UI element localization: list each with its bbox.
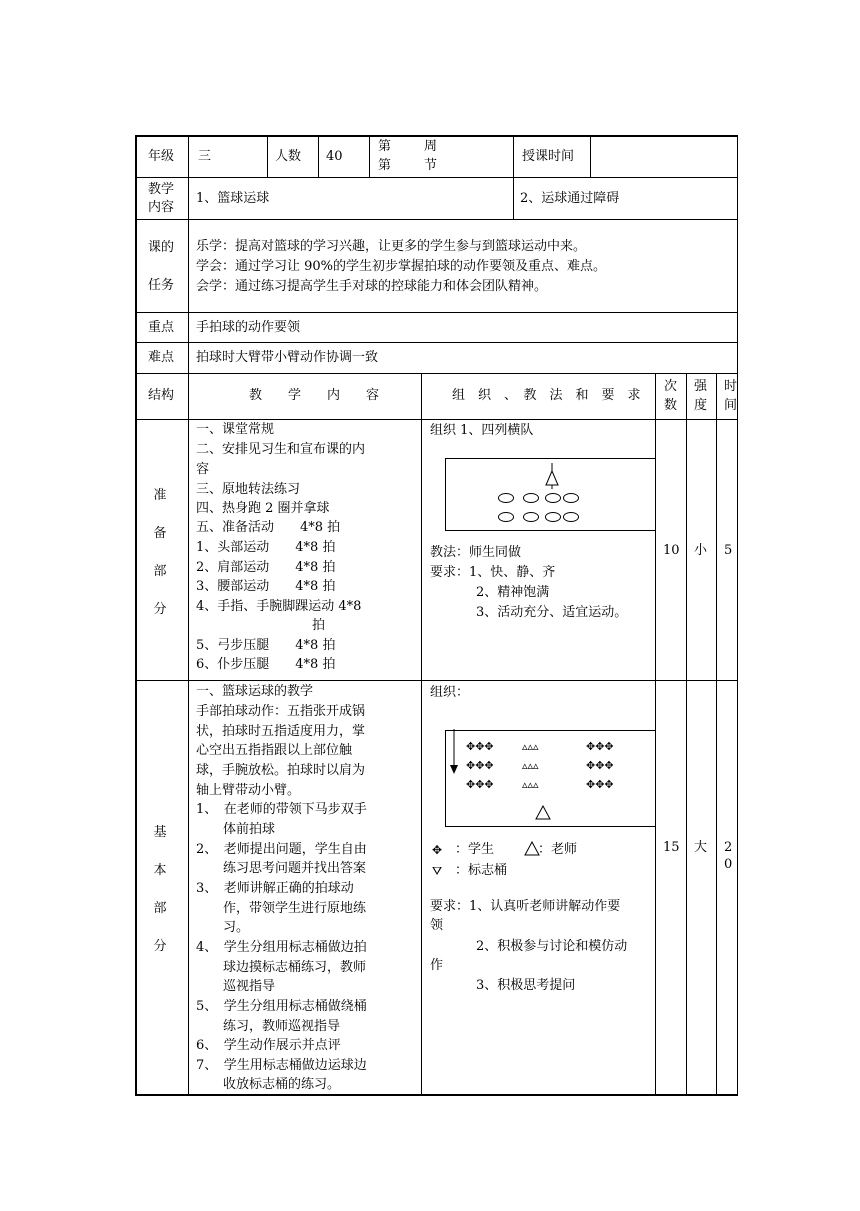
col-divider [513, 135, 514, 219]
basic-org-line: 3、积极思考提问 [476, 978, 576, 993]
difficulty-value: 拍球时大臂带小臂动作协调一致 [196, 350, 379, 365]
basic-label-char: 分 [153, 939, 167, 954]
basic-section-label [150, 814, 170, 966]
section-label-second: 节 [424, 158, 438, 173]
week-label-first: 第 [378, 139, 392, 154]
basic-org-line: 作 [430, 958, 444, 973]
basic-line: 练习，教师巡视指导 [223, 1019, 341, 1034]
col-divider [369, 135, 370, 177]
content-label-line1: 教学 [148, 182, 175, 197]
student-icon: ✥ [432, 843, 443, 857]
prep-line: 3、腰部运动 4*8 拍 [196, 579, 336, 594]
duration-header-line2: 间 [724, 398, 737, 413]
prep-line: 拍 [312, 618, 326, 633]
table-border-left [135, 135, 137, 1096]
prep-line: 二、安排见习生和宣布课的内 [196, 442, 366, 457]
row-divider [135, 312, 738, 313]
week-label-second: 周 [424, 139, 438, 154]
cone-marker-row: ▵▵▵ [522, 778, 539, 791]
legend-cone: ：标志桶 [455, 863, 508, 878]
content-label-line2: 内容 [148, 200, 175, 215]
basic-line: 手部拍球动作：五指张开成锅 [196, 704, 366, 719]
col-divider [318, 135, 319, 177]
basic-org-line: 2、积极参与讨论和模仿动 [476, 939, 628, 954]
task-line: 会学：通过练习提高学生手对球的控球能力和体会团队精神。 [196, 279, 548, 294]
basic-org-line: 领 [430, 918, 444, 933]
basic-line: 一、篮球运球的教学 [196, 684, 314, 699]
student-marker-row: ✥✥✥ [466, 740, 494, 753]
teacher-icon [544, 463, 560, 489]
basic-label-char: 本 [153, 863, 167, 878]
content-item-2: 2、运球通过障碍 [520, 191, 620, 206]
prep-line: 三、原地转法练习 [196, 482, 301, 497]
basic-line: 2、 老师提出问题，学生自由 [196, 842, 367, 857]
basic-times: 15 [663, 840, 680, 855]
col-divider [421, 373, 422, 1096]
student-marker-row: ✥✥✥ [586, 778, 614, 791]
count-value: 40 [326, 149, 343, 164]
student-marker-row: ✥✥✥ [586, 759, 614, 772]
table-border-bottom [135, 1094, 738, 1096]
organization-header: 组 织 、 教 法 和 要 求 [452, 388, 641, 403]
col-divider [686, 373, 687, 1096]
basic-line: 7、 学生用标志桶做边运球边 [196, 1058, 367, 1073]
basic-line: 5、 学生分组用标志桶做绕桶 [196, 999, 367, 1014]
col-divider [188, 373, 189, 1096]
key-point-value: 手拍球的动作要领 [196, 320, 301, 335]
student-oval [545, 512, 561, 522]
student-oval [498, 512, 514, 522]
times-header-line1: 次 [664, 379, 678, 394]
basic-intensity: 大 [694, 840, 708, 855]
basic-line: 巡视指导 [223, 979, 276, 994]
basic-line: 轴上臂带动小臂。 [196, 783, 301, 798]
prep-line: 五、准备活动 4*8 拍 [196, 520, 341, 535]
student-marker-row: ✥✥✥ [466, 759, 494, 772]
basic-line: 4、 学生分组用标志桶做边拍 [196, 940, 367, 955]
content-header: 教 学 内 容 [249, 388, 380, 403]
movement-arrow-icon [448, 729, 460, 775]
section-label-first: 第 [378, 158, 392, 173]
prep-label-char: 部 [153, 564, 167, 579]
legend-teacher: ：老师 [538, 842, 578, 857]
prep-line: 一、课堂常规 [196, 422, 275, 437]
col-divider [188, 135, 189, 219]
col-divider [590, 135, 591, 177]
basic-line: 1、 在老师的带领下马步双手 [196, 802, 367, 817]
prep-formation-diagram [445, 458, 656, 531]
basic-org-title: 组织： [430, 685, 470, 700]
class-time-label: 授课时间 [522, 149, 575, 164]
duration-header-line1: 时 [724, 379, 737, 394]
basic-line: 6、 学生动作展示并点评 [196, 1038, 341, 1053]
prep-line: 1、头部运动 4*8 拍 [196, 540, 336, 555]
basic-line: 球，手腕放松。拍球时以肩为 [196, 763, 366, 778]
student-oval [523, 493, 539, 503]
prep-section-label [150, 477, 170, 629]
row-divider [135, 680, 738, 681]
prep-line: 四、热身跑 2 圈并拿球 [196, 501, 330, 516]
prep-label-char: 准 [153, 488, 167, 503]
prep-line: 4、手指、手腕脚踝运动 4*8 [196, 599, 362, 614]
basic-line: 习。 [223, 920, 250, 935]
student-marker-row: ✥✥✥ [586, 740, 614, 753]
teacher-icon [535, 805, 551, 821]
prep-label-char: 备 [153, 526, 167, 541]
table-border-right [737, 135, 738, 1096]
basic-line: 练习思考问题并找出答案 [223, 861, 367, 876]
student-oval [563, 512, 579, 522]
student-oval [545, 493, 561, 503]
cone-icon: ⛛ [432, 864, 443, 878]
row-divider [135, 219, 738, 220]
basic-line: 球边摸标志桶练习，教师 [223, 960, 367, 975]
prep-duration: 5 [724, 543, 733, 558]
grade-label: 年级 [148, 149, 175, 164]
col-divider [188, 219, 189, 373]
task-line: 学会：通过学习让 90%的学生初步掌握拍球的动作要领及重点、难点。 [196, 259, 607, 274]
key-point-label: 重点 [148, 320, 175, 335]
difficulty-label: 难点 [148, 350, 175, 365]
basic-line: 心空出五指指跟以上部位触 [196, 743, 353, 758]
basic-line: 状，拍球时五指适度用力，掌 [196, 724, 366, 739]
prep-line: 2、肩部运动 4*8 拍 [196, 560, 336, 575]
student-marker-row: ✥✥✥ [466, 778, 494, 791]
prep-intensity: 小 [694, 543, 708, 558]
col-divider [267, 135, 268, 177]
basic-label-char: 部 [153, 901, 167, 916]
prep-org-line: 2、精神饱满 [476, 585, 550, 600]
basic-org-line: 要求：1、认真听老师讲解动作要 [430, 899, 621, 914]
content-item-1: 1、篮球运球 [196, 191, 270, 206]
grade-value: 三 [198, 149, 212, 164]
intensity-header-line2: 度 [694, 398, 708, 413]
tasks-label-line1: 课的 [148, 240, 175, 255]
basic-line: 3、 老师讲解正确的拍球动 [196, 881, 354, 896]
student-oval [523, 512, 539, 522]
basic-line: 收放标志桶的练习。 [223, 1077, 341, 1092]
col-divider [716, 373, 717, 1096]
basic-line: 作，带领学生进行原地练 [223, 901, 367, 916]
structure-header: 结构 [148, 388, 175, 403]
row-divider [135, 177, 738, 178]
prep-org-line: 3、活动充分、适宜运动。 [476, 605, 628, 620]
prep-line: 容 [196, 462, 210, 477]
prep-org-line: 要求：1、快、静、齐 [430, 565, 556, 580]
prep-times: 10 [663, 543, 680, 558]
diagram-underline [499, 826, 517, 827]
cone-marker-row: ▵▵▵ [522, 740, 539, 753]
legend-student: ：学生 [455, 842, 495, 857]
basic-duration-line1: 2 [724, 840, 733, 855]
count-label: 人数 [275, 149, 302, 164]
prep-line: 5、弓步压腿 4*8 拍 [196, 638, 336, 653]
prep-org-line: 教法：师生同做 [430, 545, 522, 560]
prep-label-char: 分 [153, 602, 167, 617]
basic-line: 体前拍球 [223, 822, 276, 837]
basic-label-char: 基 [153, 825, 167, 840]
basic-duration-line2: 0 [724, 857, 733, 872]
tasks-label-line2: 任务 [148, 278, 175, 293]
intensity-header-line1: 强 [694, 379, 708, 394]
student-oval [563, 493, 579, 503]
task-line: 乐学：提高对篮球的学习兴趣，让更多的学生参与到篮球运动中来。 [196, 239, 587, 254]
row-divider [135, 373, 738, 374]
prep-line: 6、仆步压腿 4*8 拍 [196, 657, 336, 672]
row-divider [135, 342, 738, 343]
prep-org-title: 组织 1、四列横队 [430, 423, 534, 438]
cone-marker-row: ▵▵▵ [522, 759, 539, 772]
student-oval [498, 493, 514, 503]
times-header-line2: 数 [664, 398, 678, 413]
